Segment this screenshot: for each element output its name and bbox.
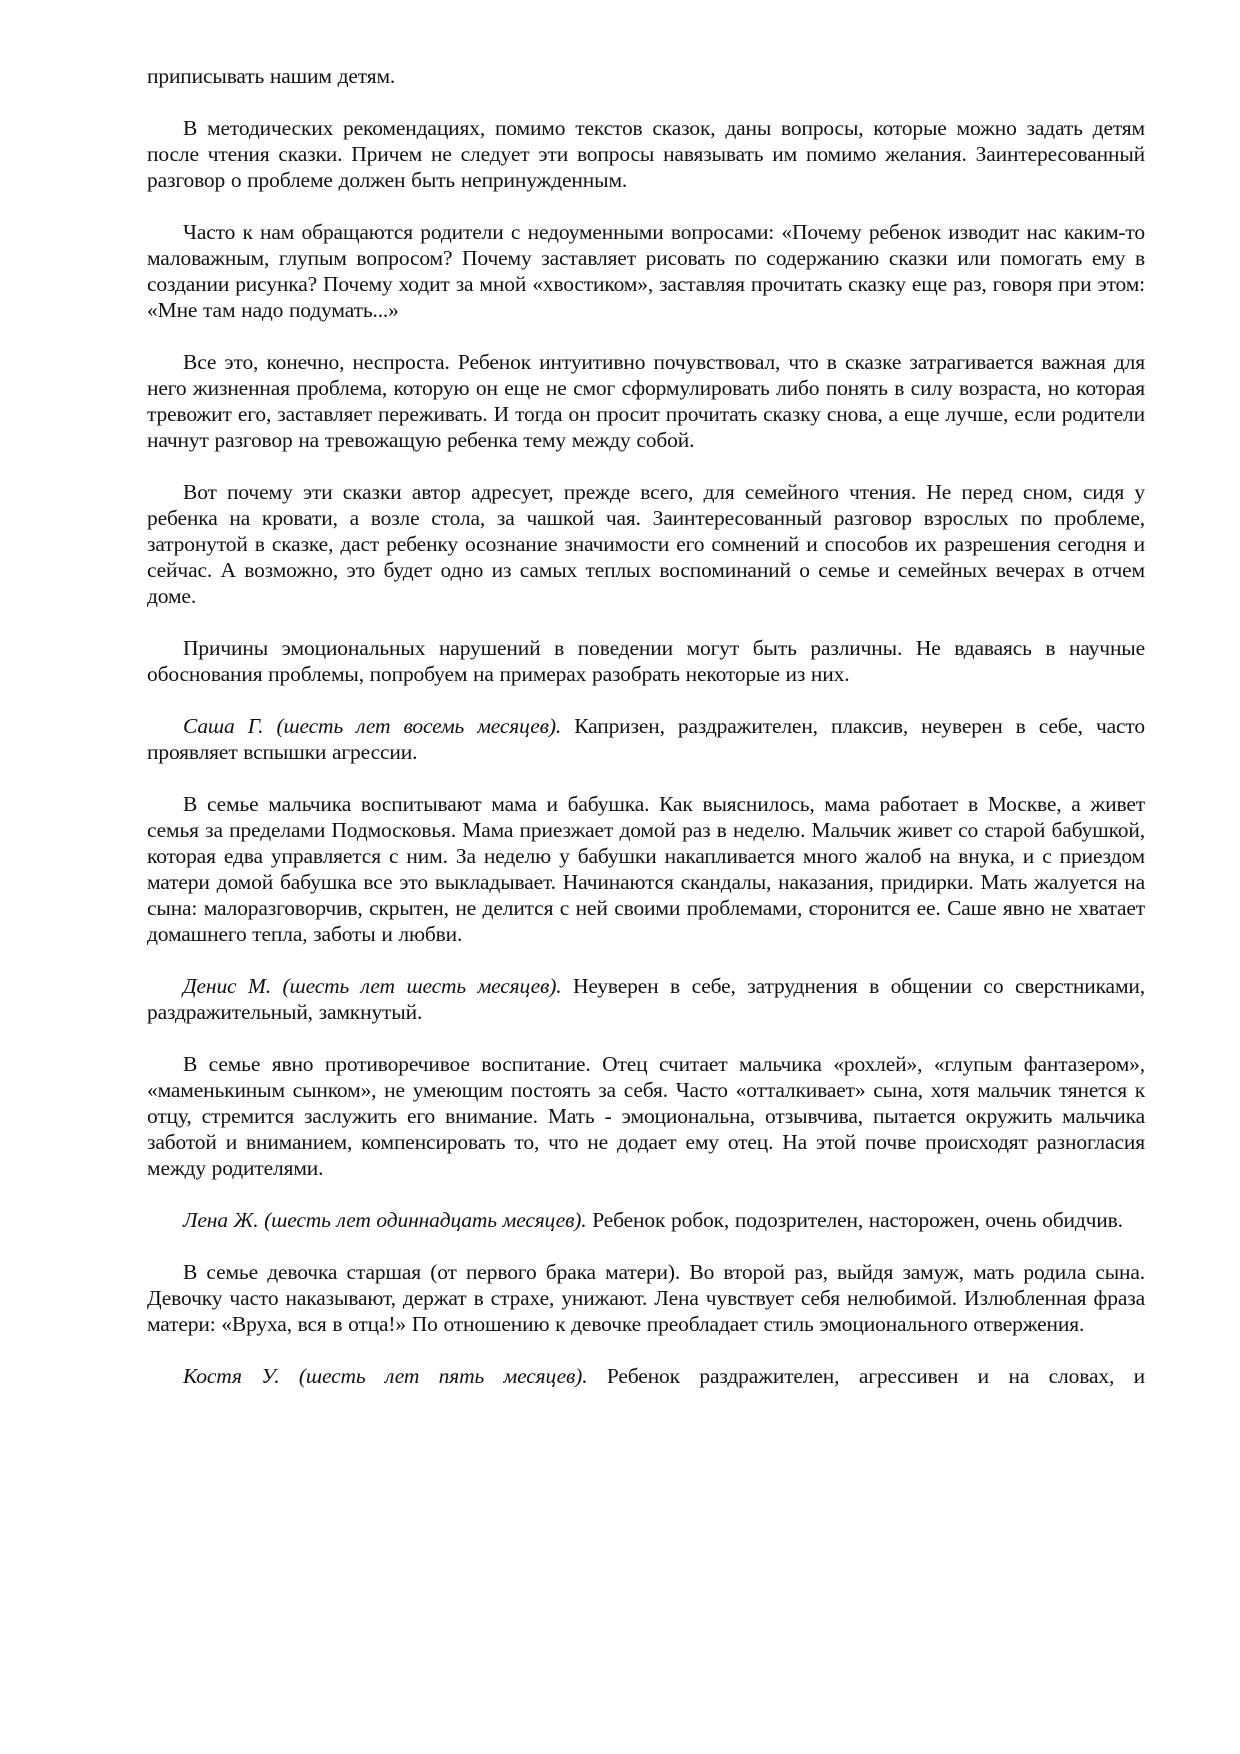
case-sasha (147, 713, 1145, 765)
paragraph-continuation (147, 63, 1145, 89)
case-description: Ребенок раздражителен, агрессивен и на словах, и (587, 1364, 1145, 1388)
paragraph-denis-family (147, 1051, 1145, 1181)
case-description: Капризен, раздражителен, плаксив, неуверен в себе, часто проявляет вспышки агрессии. (147, 714, 1145, 764)
case-lena (147, 1207, 1145, 1233)
paragraph-methodology (147, 115, 1145, 193)
document-page (147, 63, 1145, 1415)
paragraph-text: Все это, конечно, неспроста. Ребенок интуитивно почувствовал, что в сказке затрагивается важная для него жизненная проблема, которую он еще не смог сформулировать либо понять в силу возраста, но которая тревожит его, заставляет переживать. И тогда он просит прочитать сказку снова, а еще лучше, если родители начнут разговор на тревожащую ребенка тему между собой. (147, 350, 1145, 452)
case-denis (147, 973, 1145, 1025)
case-name: Лена Ж. (шесть лет одиннадцать месяцев). (183, 1208, 587, 1232)
paragraph-sasha-family (147, 791, 1145, 947)
paragraph-intuition (147, 349, 1145, 453)
paragraph-text: В методических рекомендациях, помимо текстов сказок, даны вопросы, которые можно задать детям после чтения сказки. Причем не следует эти вопросы навязывать им помимо желания. Заинтересованный разговор о проблеме должен быть непринужденным. (147, 116, 1145, 192)
paragraph-text: Причины эмоциональных нарушений в поведении могут быть различны. Не вдаваясь в научные обоснования проблемы, попробуем на примерах разобрать некоторые из них. (147, 636, 1145, 686)
paragraph-text: приписывать нашим детям. (147, 64, 396, 88)
case-name: Саша Г. (шесть лет восемь месяцев). (183, 714, 562, 738)
paragraph-lena-family (147, 1259, 1145, 1337)
paragraph-text: Вот почему эти сказки автор адресует, прежде всего, для семейного чтения. Не перед сном, сидя у ребенка на кровати, а возле стола, за чашкой чая. Заинтересованный разговор взрослых по проблеме, затронутой в сказке, даст ребенку осознание значимости его сомнений и способов их разрешения сегодня и сейчас. А возможно, это будет одно из самых теплых воспоминаний о семье и семейных вечерах в отчем доме. (147, 480, 1145, 608)
paragraph-text: Часто к нам обращаются родители с недоуменными вопросами: «Почему ребенок изводит нас каким-то маловажным, глупым вопросом? Почему заставляет рисовать по содержанию сказки или помогать ему в создании рисунка? Почему ходит за мной «хвостиком», заставляя прочитать сказку еще раз, говоря при этом: «Мне там надо подумать...» (147, 220, 1145, 322)
paragraph-causes (147, 635, 1145, 687)
paragraph-text: В семье явно противоречивое воспитание. Отец считает мальчика «рохлей», «глупым фантазером», «маменькиным сынком», не умеющим постоять за себя. Часто «отталкивает» сына, хотя мальчик тянется к отцу, стремится заслужить его внимание. Мать - эмоциональна, отзывчива, пытается окружить мальчика заботой и вниманием, компенсировать то, что не додает ему отец. На этой почве происходят разногласия между родителями. (147, 1052, 1145, 1180)
case-name: Денис М. (шесть лет шесть месяцев). (183, 974, 562, 998)
paragraph-parent-questions (147, 219, 1145, 323)
paragraph-text: В семье девочка старшая (от первого брака матери). Во второй раз, выйдя замуж, мать родила сына. Девочку часто наказывают, держат в страхе, унижают. Лена чувствует себя нелюбимой. Излюбленная фраза матери: «Вруха, вся в отца!» По отношению к девочке преобладает стиль эмоционального отвержения. (147, 1260, 1145, 1336)
paragraph-family-reading (147, 479, 1145, 609)
case-description: Неуверен в себе, затруднения в общении со сверстниками, раздражительный, замкнутый. (147, 974, 1145, 1024)
case-kostya (147, 1363, 1145, 1389)
case-name: Костя У. (шесть лет пять месяцев). (183, 1364, 588, 1388)
paragraph-text: В семье мальчика воспитывают мама и бабушка. Как выяснилось, мама работает в Москве, а живет семья за пределами Подмосковья. Мама приезжает домой раз в неделю. Мальчик живет со старой бабушкой, которая едва управляется с ним. За неделю у бабушки накапливается много жалоб на внука, и с приездом матери домой бабушка все это выкладывает. Начинаются скандалы, наказания, придирки. Мать жалуется на сына: малоразговорчив, скрытен, не делится с ней своими проблемами, сторонится ее. Саше явно не хватает домашнего тепла, заботы и любви. (147, 792, 1145, 946)
case-description: Ребенок робок, подозрителен, насторожен, очень обидчив. (586, 1208, 1123, 1232)
